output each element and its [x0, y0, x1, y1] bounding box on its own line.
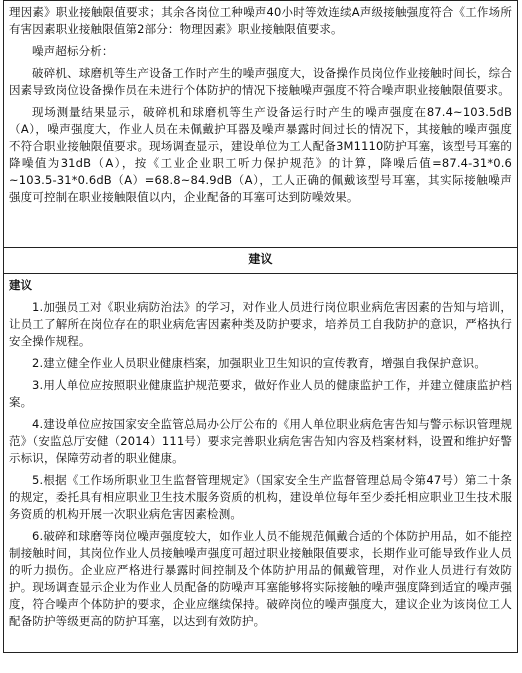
recommendation-item: 6.破碎和球磨等岗位噪声强度较大，如作业人员不能规范佩戴合适的个体防护用品，如不能控制接触时间，其岗位作业人员接触噪声强度可超过职业接触限值要求，长期作业可能导致作业人员的听力损伤。企业应严格进行暴露时间控制及个体防护用品的佩戴管理，对作业人员进行有效防护。现场调查显示企业为作业人员配备的防噪声耳塞能够将实际接触的噪声强度降到适宜的噪声强度，符合噪声个体防护的要求，企业应继续保持。破碎岗位的噪声强度大，建议企业为该岗位工人配备防护等级更高的防护耳塞，以达到有效防护。	[9, 529, 512, 628]
recommendations-row	[4, 274, 518, 653]
recommendation-item: 4.建设单位应按国家安全监管总局办公厅公布的《用人单位职业病危害告知与警示标识管理规范》（安监总厅安健（2014）111号）要求完善职业病危害告知内容及档案材料，设置和维护好警示标识，保障劳动者的职业健康。	[9, 417, 512, 465]
measurement-paragraph: 现场测量结果显示，破碎机和球磨机等生产设备运行时产生的噪声强度在87.4~103.5dB（A），噪声强度大，作业人员在未佩戴护耳器及噪声暴露时间过长的情况下，其接触的噪声强度不符合职业接触限值要求。现场调查显示，建设单位为工人配备3M1110防护耳塞，该型号耳塞的降噪值为31dB（A），按《工业企业职工听力保护规范》的计算，降噪后值=87.4-31*0.6 ~103.5-31*0.6dB（A）=68.8~84.9dB（A），工人正确的佩戴该型号耳塞，其实际接触噪声强度可控制在职业接触限值以内，企业配备的耳塞可达到防噪效果。	[9, 105, 512, 204]
report-table	[3, 0, 518, 653]
upper-row	[4, 1, 518, 248]
intro-paragraph: 理因素》职业接触限值要求；其余各岗位工种噪声40小时等效连续A声级接触强度符合《工作场所有害因素职业接触限值第2部分：物理因素》职业接触限值要求。	[9, 5, 512, 36]
recommendation-item: 5.根据《工作场所职业卫生监督管理规定》（国家安全生产监督管理总局令第47号）第二十条的规定，委托具有相应职业卫生技术服务资质的机构，建设单位每年至少委托相应职业卫生技术服务资质的机构开展一次职业病危害因素检测。	[9, 473, 512, 521]
recommendation-item: 1.加强员工对《职业病防治法》的学习，对作业人员进行岗位职业病危害因素的告知与培训，让员工了解所在岗位存在的职业病危害因素种类及防护要求，培养员工自我防护的意识，严格执行安全操作规程。	[9, 300, 512, 348]
recommendation-item: 2.建立健全作业人员职业健康档案，加强职业卫生知识的宣传教育，增强自我保护意识。	[32, 356, 486, 370]
header-row	[4, 248, 518, 274]
recommendations-cell	[4, 274, 518, 653]
recommendation-item: 3.用人单位应按照职业健康监护规范要求，做好作业人员的健康监护工作，并建立健康监护档案。	[9, 378, 512, 409]
analysis-paragraph: 破碎机、球磨机等生产设备工作时产生的噪声强度大，设备操作员岗位作业接触时间长，综合因素导致岗位设备操作员在未进行个体防护的情况下接触噪声强度不符合噪声职业接触限值要求。	[9, 66, 512, 97]
noise-analysis-cell	[4, 1, 518, 248]
section-header: 建议	[4, 248, 518, 274]
recommendations-label: 建议	[9, 278, 33, 292]
analysis-heading: 噪声超标分析：	[32, 44, 114, 58]
